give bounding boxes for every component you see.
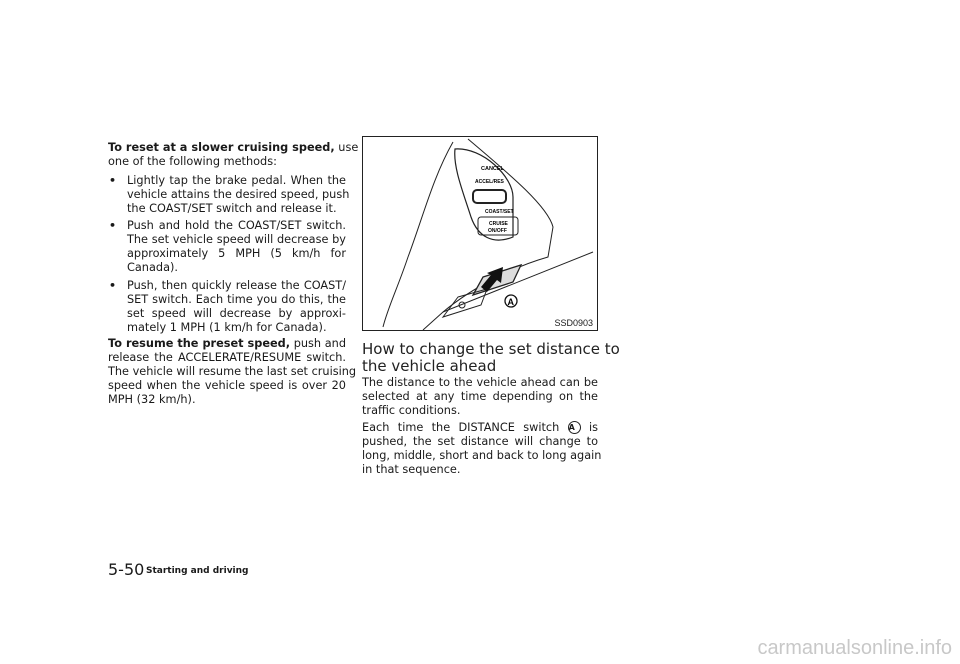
- bullet-icon: •: [109, 174, 117, 187]
- on-off-label: ON/OFF: [488, 228, 507, 234]
- steering-switch-illustration: [362, 136, 598, 331]
- text-line: in that sequence.: [362, 463, 461, 476]
- coast-set-label: COAST/SET: [485, 209, 514, 215]
- text-line: SET switch. Each time you do this, the: [127, 293, 346, 306]
- text-line: pushed, the set distance will change to: [362, 435, 598, 448]
- text-line: Push, then quickly release the COAST/: [127, 279, 346, 292]
- text-line: selected at any time depending on the: [362, 390, 598, 403]
- text-line: The set vehicle speed will decrease by: [127, 233, 346, 246]
- text-line: speed when the vehicle speed is over 20: [108, 379, 346, 392]
- text-line: the COAST/SET switch and release it.: [127, 202, 337, 215]
- text: is: [588, 421, 598, 434]
- text: Each time the DISTANCE switch: [362, 421, 560, 434]
- section-title: Starting and driving: [146, 566, 249, 576]
- bold-lead: To resume the preset speed,: [108, 337, 291, 350]
- text-line: mately 1 MPH (1 km/h for Canada).: [127, 321, 327, 334]
- text-line: set speed will decrease by approxi-: [127, 307, 346, 320]
- text-line: long, middle, short and back to long again: [362, 449, 602, 462]
- text-line: The vehicle will resume the last set cruising: [108, 365, 357, 378]
- text-line: MPH (32 km/h).: [108, 393, 196, 406]
- text-line: Lightly tap the brake pedal. When the: [127, 174, 346, 187]
- text-line: vehicle attains the desired speed, push: [127, 188, 350, 201]
- section-heading-line: the vehicle ahead: [362, 357, 497, 375]
- figure-code: SSD0903: [554, 318, 593, 328]
- text-line: [362, 421, 598, 435]
- bold-lead: To reset at a slower cruising speed,: [108, 141, 335, 154]
- page-number: 5-50: [108, 560, 145, 579]
- accel-res-label: ACCEL/RES: [475, 179, 504, 185]
- section-heading-line: How to change the set distance to: [362, 340, 620, 358]
- text-line: Push and hold the COAST/SET switch.: [127, 219, 346, 232]
- text-line: approximately 5 MPH (5 km/h for: [127, 247, 346, 260]
- callout-a-marker-icon: A: [568, 421, 581, 434]
- text-line: [108, 337, 346, 351]
- callout-label: A: [507, 297, 514, 307]
- bullet-icon: •: [109, 219, 117, 232]
- cruise-label: CRUISE: [489, 221, 508, 227]
- text-line: The distance to the vehicle ahead can be: [362, 376, 598, 389]
- steering-wheel-switch-drawing: [363, 137, 597, 330]
- watermark: carmanualsonline.info: [757, 637, 952, 659]
- text: use: [338, 141, 359, 154]
- cancel-label: CANCEL: [481, 166, 504, 172]
- text: push and: [293, 337, 346, 350]
- text-line: [108, 141, 359, 155]
- text-line: one of the following methods:: [108, 155, 277, 168]
- text-line: Canada).: [127, 261, 178, 274]
- text-line: traffic conditions.: [362, 404, 461, 417]
- text-line: release the ACCELERATE/RESUME switch.: [108, 351, 346, 364]
- bullet-icon: •: [109, 279, 117, 292]
